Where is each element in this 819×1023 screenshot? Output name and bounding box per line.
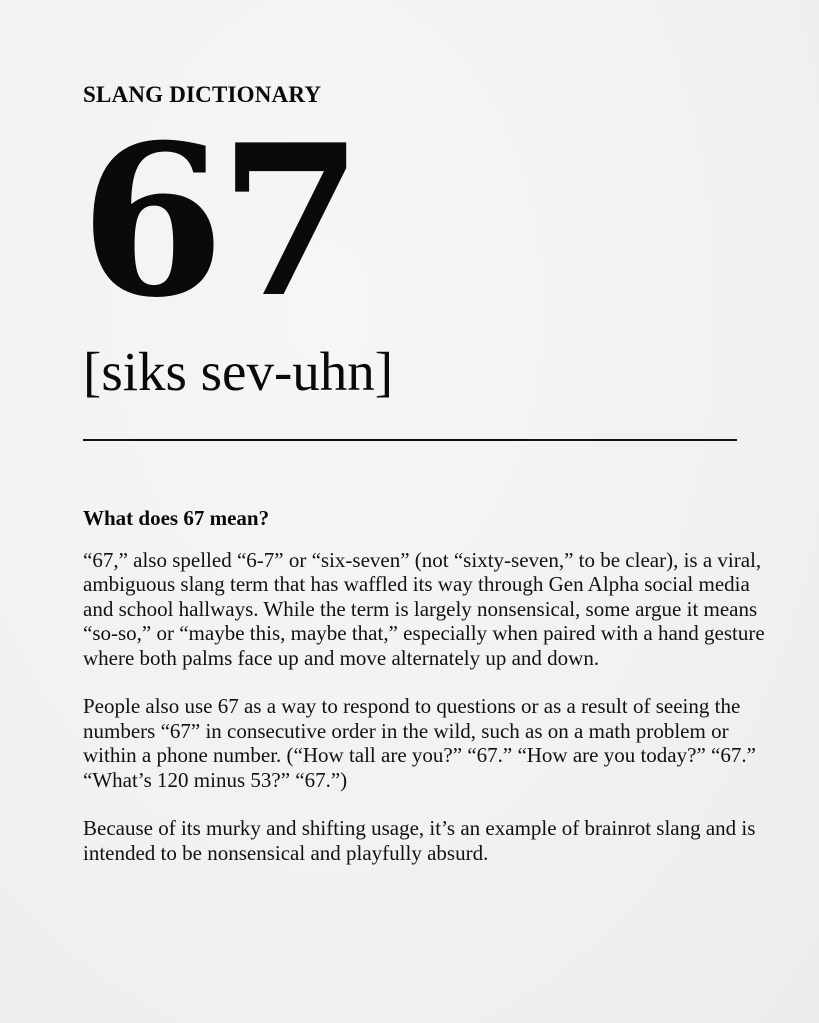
- divider-rule: [83, 439, 737, 441]
- headword: 67: [80, 100, 358, 344]
- definition-body: [83, 548, 773, 890]
- definition-paragraph-2: People also use 67 as a way to respond to questions or as a result of seeing the numbers “67” in consecutive order in the wild, such as on a math problem or within a phone number. (“How tall are you?” “67.” “How are you today?” “67.” “What’s 120 minus 53?” “67.”): [83, 694, 756, 792]
- definition-paragraph-3: Because of its murky and shifting usage, it’s an example of brainrot slang and is intended to be nonsensical and playfully absurd.: [83, 816, 756, 865]
- pronunciation: [siks sev-uhn]: [83, 341, 394, 402]
- definition-question: What does 67 mean?: [83, 506, 270, 530]
- section-kicker: SLANG DICTIONARY: [83, 82, 322, 107]
- definition-paragraph-1: “67,” also spelled “6-7” or “six-seven” (not “sixty-seven,” to be clear), is a viral, ambiguous slang term that has waffled its way through Gen Alpha social media and school hallways. While the term is largely nonsensical, some argue it means “so-so,” or “maybe this, maybe that,” especially when paired with a hand gesture where both palms face up and move alternately up and down.: [83, 548, 765, 670]
